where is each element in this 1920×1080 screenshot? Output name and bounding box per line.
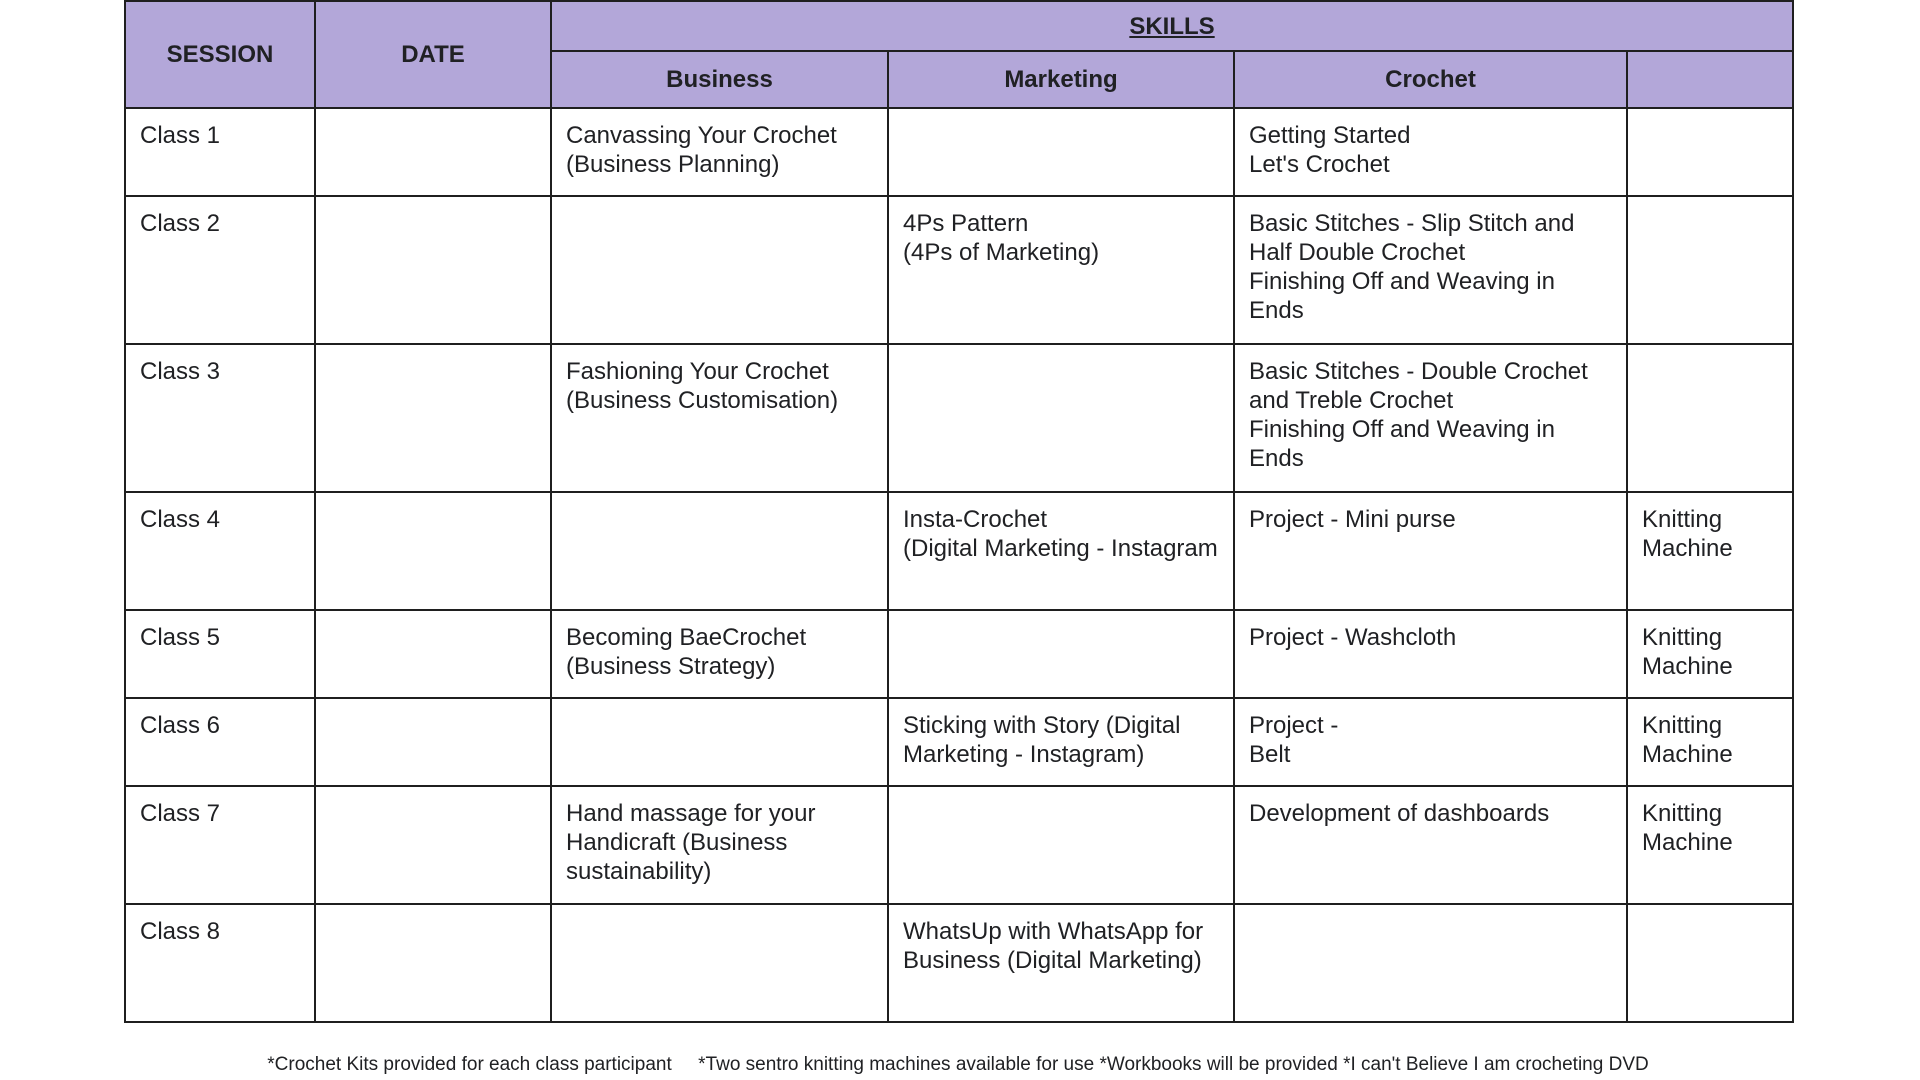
date-cell (315, 108, 551, 196)
marketing-cell (888, 108, 1234, 196)
business-cell (551, 196, 888, 344)
session-cell: Class 1 (125, 108, 315, 196)
extra-header (1627, 51, 1793, 108)
marketing-cell (888, 786, 1234, 904)
crochet-cell: Development of dashboards (1234, 786, 1627, 904)
business-header: Business (551, 51, 888, 108)
date-cell (315, 904, 551, 1022)
table-row (125, 610, 1793, 698)
crochet-cell: Project - Belt (1234, 698, 1627, 786)
table-row (125, 344, 1793, 492)
skills-header: SKILLS (551, 1, 1793, 51)
extra-cell: Knitting Machine (1627, 610, 1793, 698)
crochet-cell: Basic Stitches - Slip Stitch and Half Double Crochet Finishing Off and Weaving in Ends (1234, 196, 1627, 344)
session-cell: Class 6 (125, 698, 315, 786)
session-header: SESSION (125, 1, 315, 108)
table-row (125, 108, 1793, 196)
marketing-cell: 4Ps Pattern (4Ps of Marketing) (888, 196, 1234, 344)
business-cell: Becoming BaeCrochet (Business Strategy) (551, 610, 888, 698)
crochet-cell (1234, 904, 1627, 1022)
date-header: DATE (315, 1, 551, 108)
marketing-header: Marketing (888, 51, 1234, 108)
date-cell (315, 786, 551, 904)
date-cell (315, 196, 551, 344)
extra-cell: Knitting Machine (1627, 698, 1793, 786)
date-cell (315, 344, 551, 492)
footnote: *Crochet Kits provided for each class participant *Two sentro knitting machines available for use *Workbooks will be provided *I can't Believe I am crocheting DVD (267, 1054, 1649, 1075)
table-row (125, 698, 1793, 786)
table-row (125, 196, 1793, 344)
marketing-cell (888, 344, 1234, 492)
table-row (125, 904, 1793, 1022)
session-cell: Class 3 (125, 344, 315, 492)
extra-cell (1627, 108, 1793, 196)
extra-cell (1627, 196, 1793, 344)
crochet-cell: Project - Washcloth (1234, 610, 1627, 698)
extra-cell: Knitting Machine (1627, 492, 1793, 610)
crochet-cell: Basic Stitches - Double Crochet and Treble Crochet Finishing Off and Weaving in Ends (1234, 344, 1627, 492)
marketing-cell (888, 610, 1234, 698)
crochet-cell: Getting Started Let's Crochet (1234, 108, 1627, 196)
session-cell: Class 4 (125, 492, 315, 610)
session-cell: Class 5 (125, 610, 315, 698)
crochet-header: Crochet (1234, 51, 1627, 108)
header-row-top (125, 1, 1793, 51)
business-cell: Fashioning Your Crochet (Business Customisation) (551, 344, 888, 492)
date-cell (315, 492, 551, 610)
session-cell: Class 2 (125, 196, 315, 344)
date-cell (315, 698, 551, 786)
session-cell: Class 8 (125, 904, 315, 1022)
class-schedule-table (124, 0, 1794, 1023)
business-cell (551, 904, 888, 1022)
date-cell (315, 610, 551, 698)
business-cell (551, 492, 888, 610)
extra-cell: Knitting Machine (1627, 786, 1793, 904)
session-cell: Class 7 (125, 786, 315, 904)
extra-cell (1627, 344, 1793, 492)
table-row (125, 492, 1793, 610)
business-cell (551, 698, 888, 786)
marketing-cell: Insta-Crochet (Digital Marketing - Instagram (888, 492, 1234, 610)
marketing-cell: WhatsUp with WhatsApp for Business (Digital Marketing) (888, 904, 1234, 1022)
business-cell: Hand massage for your Handicraft (Business sustainability) (551, 786, 888, 904)
extra-cell (1627, 904, 1793, 1022)
business-cell: Canvassing Your Crochet (Business Planning) (551, 108, 888, 196)
table-row (125, 786, 1793, 904)
crochet-cell: Project - Mini purse (1234, 492, 1627, 610)
marketing-cell: Sticking with Story (Digital Marketing - Instagram) (888, 698, 1234, 786)
